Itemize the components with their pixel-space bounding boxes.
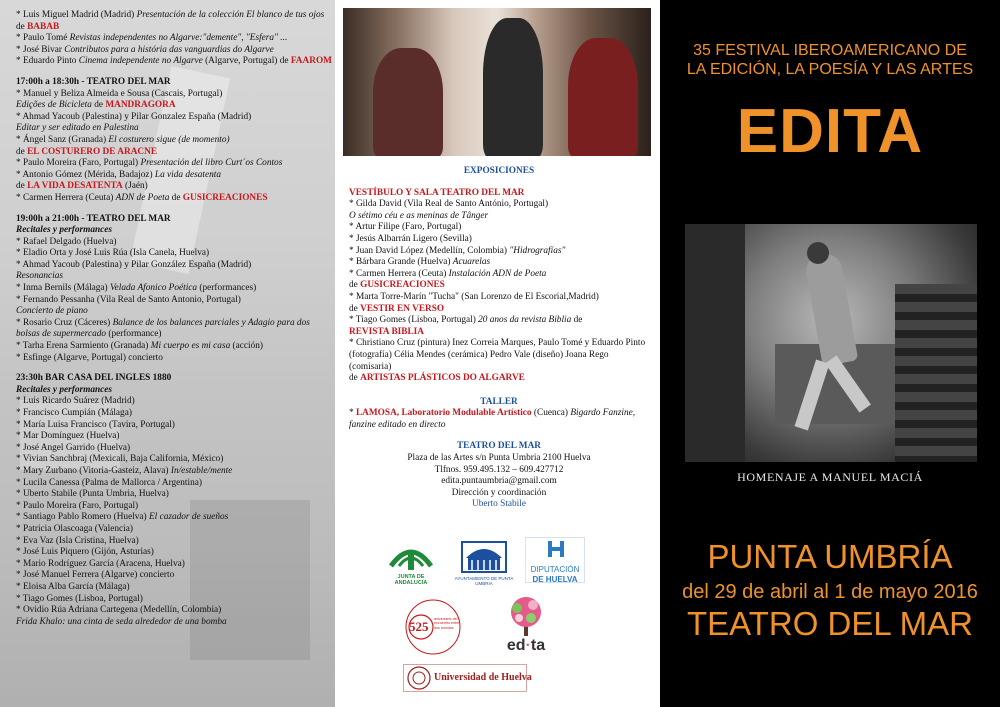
program-entry: * Esfinge (Algarve, Portugal) concierto xyxy=(16,352,163,363)
program-entry: * Mary Zurbano (Vitoria-Gasteiz, Alava) In/estable/mente xyxy=(16,465,233,476)
homage-caption: HOMENAJE A MANUEL MACIÁ xyxy=(737,470,923,484)
program-entry: * Ahmad Yacoub (Palestina) y Pilar González España (Madrid) xyxy=(16,259,252,270)
program-entry: * Eloisa Alba García (Málaga) xyxy=(16,581,130,592)
program-entry: * Luis Miguel Madrid (Madrid) Presentación de la colección El blanco de tus ojos de BABAB xyxy=(16,10,325,32)
photo-figure xyxy=(483,18,543,156)
program-entry: * Antonio Gómez (Mérida, Badajoz) La vida desatenta xyxy=(16,169,222,180)
exhibition-entry: REVISTA BIBLIA xyxy=(349,326,425,337)
program-entry: * Vivian Sanchbraj (Mexicali, Baja California, México) xyxy=(16,454,224,465)
program-entry: * Uberto Stabile (Punta Umbria, Huelva) xyxy=(16,489,169,500)
photo-figure xyxy=(373,48,443,156)
program-entry: * Ángel Sanz (Granada) El costurero sigue (de momento) xyxy=(16,134,230,145)
ayuntamiento-logo: AYUNTAMIENTO DE PUNTA UMBRIA xyxy=(452,536,516,586)
program-entry: * Eva Vaz (Isla Cristina, Huelva) xyxy=(16,535,139,546)
exhibition-entry: * Artur Filipe (Faro, Portugal) xyxy=(349,222,462,233)
program-entry: * José Luis Piquero (Gijón, Asturias) xyxy=(16,547,154,558)
program-entry: Edições de Bicicleta de MANDRAGORA xyxy=(16,100,176,111)
program-entry: * José Manuel Ferrera (Algarve) concierto xyxy=(16,570,175,581)
festival-title-line: LA EDICIÓN, LA POESÍA Y LAS ARTES xyxy=(686,61,974,78)
program-entry: Frida Khalo: una cinta de seda alrededor de una bomba xyxy=(16,616,227,627)
anniversary-525-logo: 525 aniversario del encuentro entre dos mundos xyxy=(403,598,463,656)
program-text-left xyxy=(16,10,334,628)
program-entry: * Paulo Tomé Revistas independentes no Algarve:"demente", "Esfera" ... xyxy=(16,33,288,44)
program-entry: Resonancias xyxy=(16,271,63,282)
contact-address: Plaza de las Artes s/n Punta Umbria 2100 Huelva xyxy=(407,453,591,464)
program-entry: * Carmen Herrera (Ceuta) ADN de Poeta de GUSICREACIONES xyxy=(16,192,268,203)
section-title-taller: TALLER xyxy=(480,396,518,407)
session-subheader: Recitales y performances xyxy=(16,225,113,236)
universidad-huelva-logo: Universidad de Huelva xyxy=(403,664,527,692)
exhibition-entry: * Bárbara Grande (Huelva) Acuarelas xyxy=(349,257,491,268)
venue-title: TEATRO DEL MAR xyxy=(686,605,974,642)
workshop-entry: * LAMOSA, Laboratorio Modulable Artístico (Cuenca) Bigardo Fanzine, fanzine editado en directo xyxy=(349,408,636,430)
program-entry: * Tiago Gomes (Lisboa, Portugal) xyxy=(16,593,143,604)
section-title-exposiciones: EXPOSICIONES xyxy=(463,166,535,176)
exhibition-entry: * Marta Torre-Marín "Tucha" (San Lorenzo de El Escorial,Madrid) xyxy=(349,291,599,302)
edita-logo-text: ta xyxy=(530,637,546,654)
program-entry: * Ahmad Yacoub (Palestina) y Pilar Gonzalez España (Madrid) xyxy=(16,111,252,122)
program-entry: * Luis Ricardo Suárez (Madrid) xyxy=(16,396,135,407)
exhibition-entry: de VESTIR EN VERSO xyxy=(349,303,445,314)
program-entry: * Fernando Pessanha (Vila Real de Santo Antonio, Portugal) xyxy=(16,294,241,305)
junta-andalucia-logo: JUNTA DE ANDALUCIA xyxy=(381,536,441,586)
photo-dancer-head xyxy=(807,242,829,264)
program-entry: * Ovidio Rúa Adriana Cartegena (Medellín, Colombia) xyxy=(16,605,222,616)
session-header: 17:00h a 18:30h - TEATRO DEL MAR xyxy=(16,76,171,87)
edita-logo-dot-icon: · xyxy=(525,637,531,654)
exhibition-entry: * Juan David López (Medellín, Colombia) "Hidrografías" xyxy=(349,245,566,256)
festival-title xyxy=(660,41,1000,79)
photo-bookshelf xyxy=(895,284,977,462)
program-entry: Editar y ser editado en Palestina xyxy=(16,123,139,134)
program-entry: * Mar Domínguez (Huelva) xyxy=(16,431,120,442)
exhibition-entry: * Jesús Albarrán Ligero (Sevilla) xyxy=(349,233,472,244)
program-entry: * Patricia Olascoaga (Valencia) xyxy=(16,523,133,534)
program-entry: * Mario Rodríguez García (Aracena, Huelva) xyxy=(16,558,185,569)
exhibition-entry: * Carmen Herrera (Ceuta) Instalación ADN de Poeta xyxy=(349,268,547,279)
exhibitions-text xyxy=(349,166,649,511)
exhibition-entry: * Gilda David (Vila Real de Santo António, Portugal) xyxy=(349,199,549,210)
program-entry: * Manuel y Beliza Almeida e Sousa (Cascais, Portugal) xyxy=(16,88,223,99)
event-dates: del 29 de abril al 1 de mayo 2016 xyxy=(682,581,978,603)
program-entry: * Santiago Pablo Romero (Huelva) El cazador de sueños xyxy=(16,512,229,523)
exhibition-entry: de GUSICREACIONES xyxy=(349,280,445,291)
photo-shelf xyxy=(685,224,745,462)
festival-title-line: 35 FESTIVAL IBEROAMERICANO DE xyxy=(693,42,967,59)
edita-logo xyxy=(497,596,555,658)
diputacion-huelva-logo: DIPUTACIÓN DE HUELVA xyxy=(525,537,585,583)
session-subheader: Recitales y performances xyxy=(16,384,113,395)
exhibition-entry: de ARTISTAS PLÁSTICOS DO ALGARVE xyxy=(349,373,525,384)
program-entry: * Francisco Cumpián (Málaga) xyxy=(16,408,132,418)
program-entry: * Paulo Moreira (Faro, Portugal) xyxy=(16,500,139,511)
program-entry: * José Bivar Contributos para a história das vanguardias do Algarve xyxy=(16,44,274,55)
venue-subtitle: VESTÍBULO Y SALA TEATRO DEL MAR xyxy=(349,187,525,198)
program-left-panel xyxy=(0,0,335,707)
performance-photo xyxy=(343,8,651,156)
city-title: PUNTA UMBRÍA xyxy=(707,538,953,575)
program-middle-panel xyxy=(335,0,660,707)
program-entry: * Eladio Orta y José Luis Rúa (Isla Canela, Huelva) xyxy=(16,248,210,259)
session-header: 19:00h a 21:00h - TEATRO DEL MAR xyxy=(16,213,171,224)
program-entry: de EL COSTURERO DE ARACNE xyxy=(16,146,158,157)
contact-direction-label: Dirección y coordinación xyxy=(451,487,547,498)
program-entry: * Rafael Delgado (Huelva) xyxy=(16,236,117,247)
edita-title: EDITA xyxy=(736,97,924,166)
program-entry: * Tarha Erena Sarmiento (Granada) Mi cuerpo es mi casa (acción) xyxy=(16,341,264,352)
photo-figure xyxy=(568,38,638,156)
program-entry: * Eduardo Pinto Cinema independente no Algarve (Algarve, Portugal) de FAAROM xyxy=(16,56,332,67)
contact-phones: Tlfnos. 959.495.132 – 609.427712 xyxy=(434,464,564,475)
exhibition-entry: O sétimo céu e as meninas de Tânger xyxy=(349,210,489,221)
contact-email: edita.puntaumbria@gmail.com xyxy=(441,476,557,487)
program-entry: * Lucila Canessa (Palma de Mallorca / Argentina) xyxy=(16,477,202,488)
program-entry: * José Angel Garrido (Huelva) xyxy=(16,442,131,453)
exhibition-entry: * Tiago Gomes (Lisboa, Portugal) 20 anos da revista Biblia de xyxy=(349,315,583,326)
program-entry: * María Luisa Francisco (Tavira, Portugal) xyxy=(16,419,175,430)
edita-logo-text: ed xyxy=(506,637,526,654)
cover-panel xyxy=(660,0,1000,707)
program-entry: * Rosario Cruz (Cáceres) Balance de los balances parciales y Adagio para dos bolsas de supermercado (performance) xyxy=(16,317,310,340)
program-entry: * Inma Bernils (Málaga) Velada Afonico Poética (performances) xyxy=(16,283,257,294)
program-entry: * Paulo Moreira (Faro, Portugal) Presentación del libro Curt´os Contos xyxy=(16,158,283,169)
exhibition-entry: * Christiano Cruz (pintura) Inez Correia Marques, Paulo Tomé y Eduardo Pinto (fotografía) Célia Mendes (cerámica) Pedro Vale (diseño) Joana Rego (comisaria) xyxy=(349,338,646,372)
jumping-dancer-photo xyxy=(685,224,977,462)
program-entry: de LA VIDA DESATENTA (Jaén) xyxy=(16,181,148,192)
section-title-teatro: TEATRO DEL MAR xyxy=(456,441,542,452)
contact-director: Uberto Stabile xyxy=(472,499,526,510)
program-entry: Concierto de piano xyxy=(16,306,88,317)
session-header: 23:30h BAR CASA DEL INGLES 1880 xyxy=(16,373,172,384)
